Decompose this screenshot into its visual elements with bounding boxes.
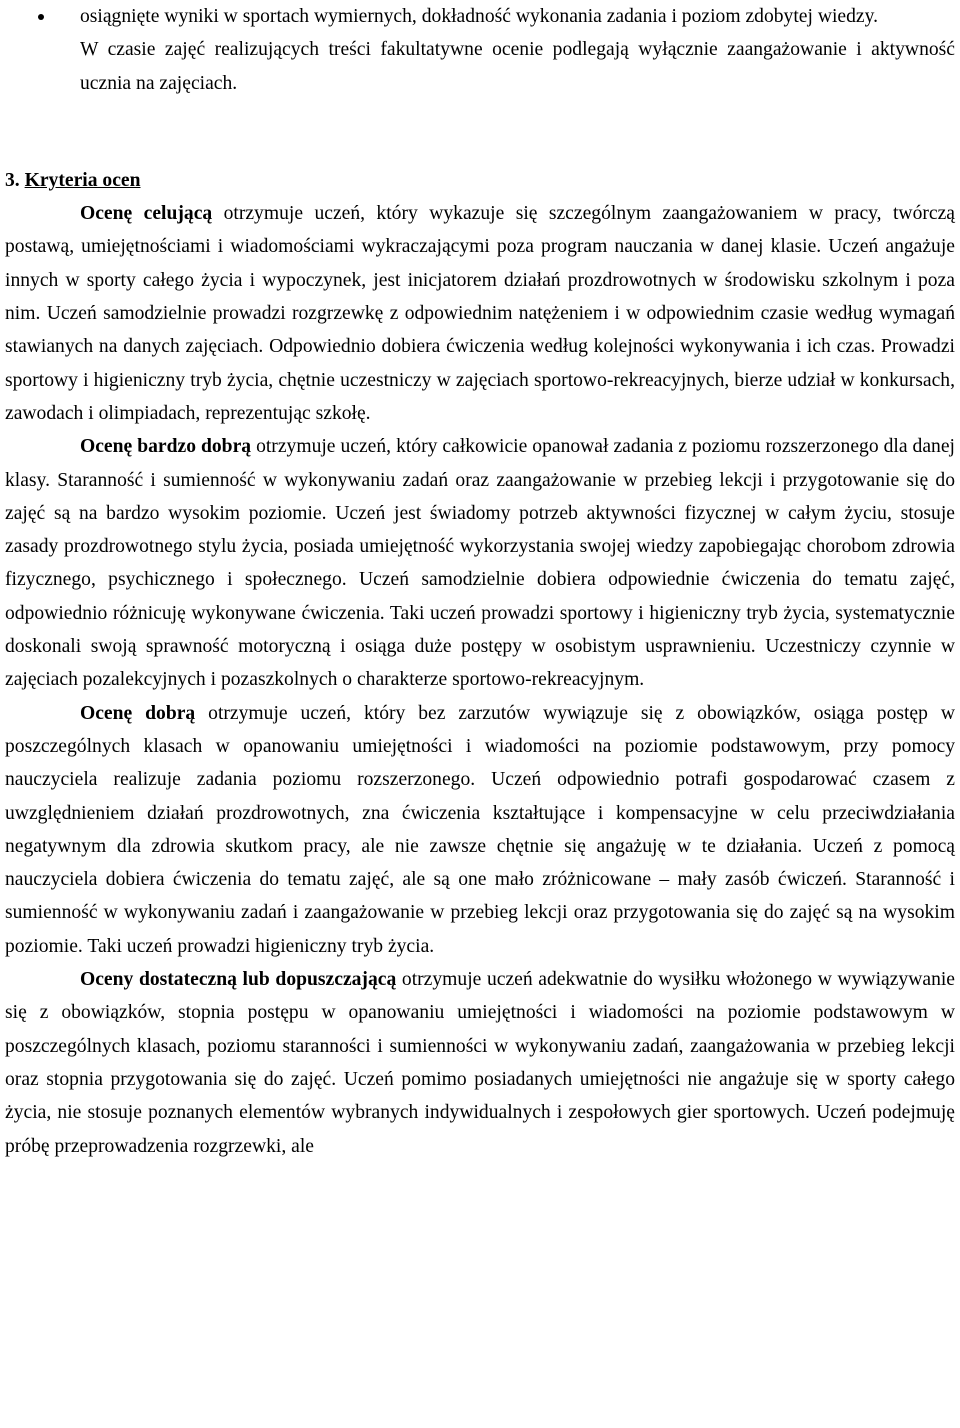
grade-label: Ocenę celującą (80, 203, 213, 225)
grade-description: otrzymuje uczeń adekwatnie do wysiłku włożonego w wywiązywanie się z obowiązków, stopnia postępu w opanowaniu umiejętności i wiadomości na poziomie podstawowym w poszczególnych klasach, poziomu staranności i sumienności w wykonywaniu zadań, zaangażowania w przebieg lekcji oraz stopnia przygotowania się do zajęć. Uczeń pomimo posiadanych umiejętności nie angażuje się w sporty całego życia, nie stosuje poznanych elementów wybranych indywidualnych i zespołowych gier sportowych. Uczeń podejmuję próbę przeprowadzenia rozgrzewki, ale (5, 969, 956, 1157)
bullet-list-item (5, 0, 955, 33)
bullet-text: osiągnięte wyniki w sportach wymiernych, dokładność wykonania zadania i poziom zdobytej wiedzy. (80, 6, 879, 27)
grade-label: Ocenę bardzo dobrą (80, 436, 252, 458)
grade-description: otrzymuje uczeń, który wykazuje się szczególnym zaangażowaniem w pracy, twórczą postawą, umiejętnościami i wiadomościami wykraczającymi poza program nauczania w danej klasie. Uczeń angażuje innych w sporty całego życia i wypoczynek, jest inicjatorem działań prozdrowotnych w środowisku szkolnym i poza nim. Uczeń samodzielnie prowadzi rozgrzewkę z odpowiednim natężeniem i w odpowiednim czasie według wymagań stawianych na danych zajęciach. Odpowiednio dobiera ćwiczenia według kolejności wykonywania i ich czas. Prowadzi sportowy i higieniczny tryb życia, chętnie uczestniczy w zajęciach sportowo-rekreacyjnych, bierze udział w konkursach, zawodach i olimpiadach, reprezentując szkołę. (5, 203, 955, 424)
grade-label: Oceny dostateczną lub dopuszczającą (80, 969, 397, 991)
grade-description: otrzymuje uczeń, który całkowicie opanował zadania z poziomu rozszerzonego dla danej klasy. Staranność i sumienność w wykonywaniu zadań oraz zaangażowanie w przebieg lekcji i przygotowanie się do zajęć są na bardzo wysokim poziomie. Uczeń jest świadomy potrzeb aktywności fizycznej w całym życiu, stosuje zasady prozdrowotnego stylu życia, posiada umiejętność wykorzystania swojej wiedzy zapobiegając chorobom zdrowia fizycznego, psychicznego i społecznego. Uczeń samodzielnie dobiera odpowiednie ćwiczenia do tematu zajęć, odpowiednio różnicuję wykonywane ćwiczenia. Taki uczeń prowadzi sportowy i higieniczny tryb życia, systematycznie doskonali swoją sprawność motoryczną i osiąga duże postępy w osobistym usprawnieniu. Uczestniczy czynnie w zajęciach pozalekcyjnych i pozaszkolnych o charakterze sportowo-rekreacyjnym. (5, 436, 955, 691)
grade-paragraph-celujaca (5, 197, 955, 430)
section-title: Kryteria ocen (24, 169, 141, 191)
grade-paragraph-dobra (5, 697, 955, 963)
bullet-icon (38, 14, 44, 20)
grade-paragraph-bardzo-dobra (5, 430, 955, 696)
section-number: 3. (5, 169, 20, 191)
fakultatywne-paragraph: W czasie zajęć realizujących treści fakultatywne ocenie podlegają wyłącznie zaangażowanie i aktywność ucznia na zajęciach. (80, 39, 955, 94)
section-heading (5, 164, 955, 197)
grade-description: otrzymuje uczeń, który bez zarzutów wywiązuje się z obowiązków, osiąga postęp w poszczególnych klasach w opanowaniu umiejętności i wiadomości na poziomie podstawowym, przy pomocy nauczyciela realizuje zadania poziomu rozszerzonego. Uczeń odpowiednio potrafi gospodarować czasem z uwzględnieniem działań prozdrowotnych, zna ćwiczenia kształtujące i kompensacyjne w celu przeciwdziałania negatywnym dla zdrowia skutkom pracy, ale nie zawsze chętnie się angażuję w te działania. Uczeń z pomocą nauczyciela dobiera ćwiczenia do tematu zajęć, ale są one mało zróżnicowane – mały zasób ćwiczeń. Staranność i sumienność w wykonywaniu zadań i zaangażowanie w przebieg lekcji oraz przygotowania się do zajęć są na wysokim poziomie. Taki uczeń prowadzi higieniczny tryb życia. (5, 702, 955, 957)
grade-paragraph-dostateczna (5, 963, 955, 1163)
grade-label: Ocenę dobrą (80, 702, 196, 724)
